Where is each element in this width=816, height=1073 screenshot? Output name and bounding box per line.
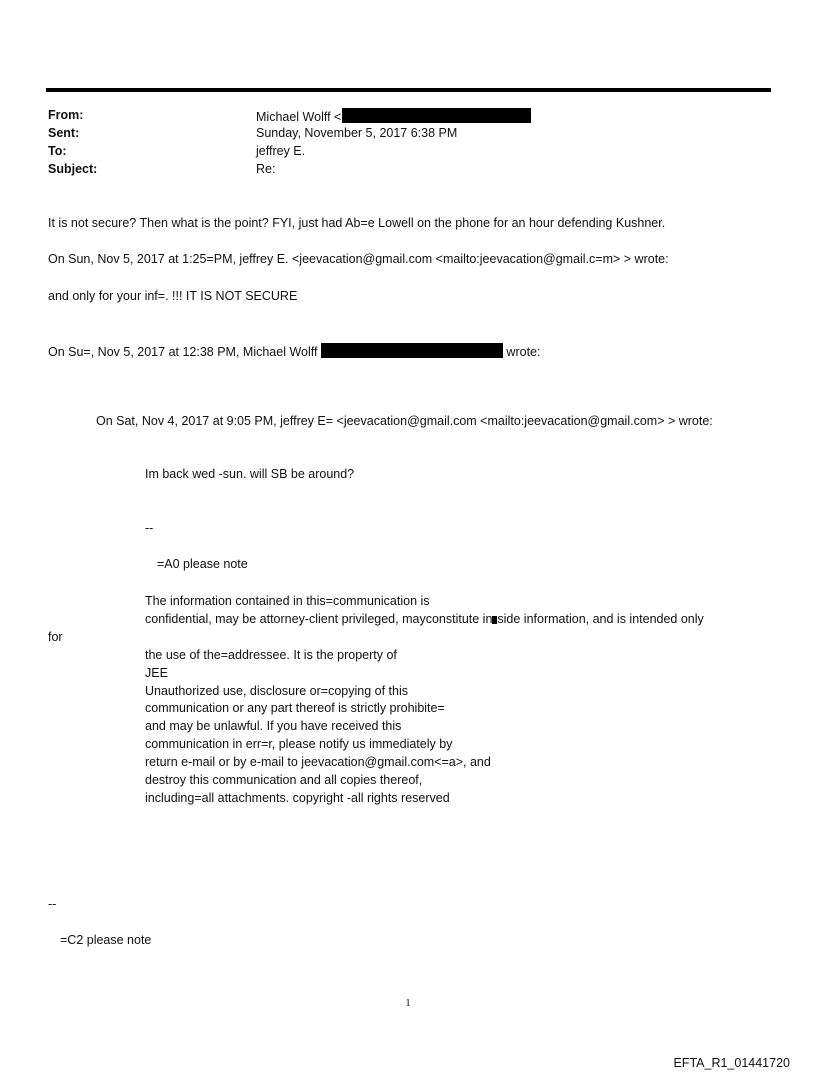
- quoted-header: On Su=, Nov 5, 2017 at 12:38 PM, Michael Wolff wrote:: [48, 345, 541, 359]
- subject-label: Subject:: [48, 162, 98, 176]
- footer-note: =C2 please note: [60, 933, 152, 947]
- quoted-header: On Sat, Nov 4, 2017 at 9:05 PM, jeffrey E= <jeevacation@gmail.com <mailto:jeevacation@gmail.com> > wrote:: [96, 414, 713, 428]
- from-label: From:: [48, 108, 84, 122]
- sent-label: Sent:: [48, 126, 80, 140]
- to-value: jeffrey E.: [256, 144, 306, 158]
- signature-note: =A0 please note: [157, 557, 248, 571]
- sent-value: Sunday, November 5, 2017 6:38 PM: [256, 126, 458, 140]
- quoted-header: On Sun, Nov 5, 2017 at 1:25=PM, jeffrey E. <jeevacation@gmail.com <mailto:jeevacation@gmail.c=m> > wrote:: [48, 252, 669, 266]
- footer-dash: --: [48, 897, 57, 911]
- body-line: and only for your inf=. !!! IT IS NOT SECURE: [48, 289, 298, 303]
- body-line: Im back wed -sun. will SB be around?: [145, 467, 355, 481]
- redaction-box: [342, 108, 531, 123]
- document-id: EFTA_R1_01441720: [673, 1056, 790, 1070]
- page-number: 1: [405, 997, 411, 1009]
- from-value: Michael Wolff <: [256, 108, 531, 124]
- to-label: To:: [48, 144, 67, 158]
- disclaimer: The information contained in this=communication is confidential, may be attorney-client privileged, mayconstitute in side information, and is intended only for the use of the=addressee. It is the property of JEE Unauthorized use, disclosure or=copying of this communication or any part thereof is strictly prohibite= and may be unlawful. If you have received this communication in err=r, please notify us immediately by return e-mail or by e-mail to jeevacation@gmail.com<=a>, and destroy this communication and all copies thereof, including=all attachments. copyright -all rights reserved: [48, 594, 704, 805]
- redaction-box: [321, 343, 503, 358]
- signature-dash: --: [145, 521, 154, 535]
- header-rule: [46, 88, 771, 92]
- body-line: It is not secure? Then what is the point? FYI, just had Ab=e Lowell on the phone for an hour defending Kushner.: [48, 216, 666, 230]
- subject-value: Re:: [256, 162, 276, 176]
